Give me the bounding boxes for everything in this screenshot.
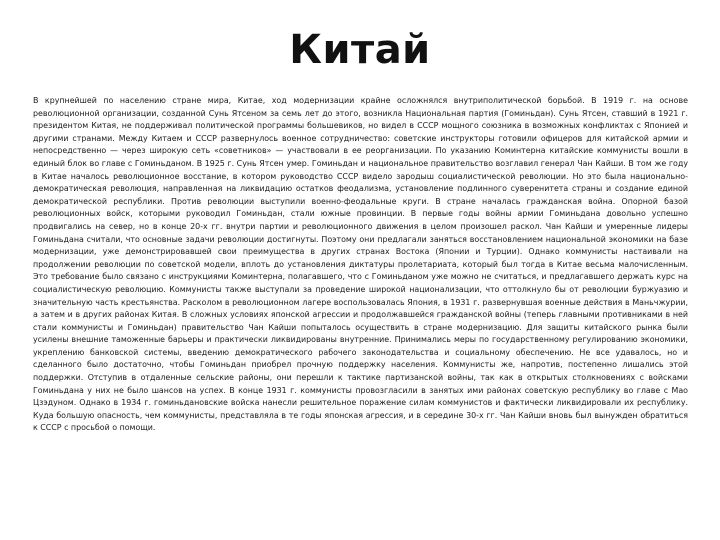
- slide-title: Китай: [289, 27, 431, 73]
- slide-body-text: В крупнейшей по населению стране мира, Китае, ход модернизации крайне осложнялся внутриполитической борьбой. В 1919 г. на основе революционной организации, созданной Сунь Ятсеном за семь лет до этого, возникла Национальная партия (Гоминьдан). Сунь Ятсен, ставший в 1921 г. президентом Китая, не поддерживал политической программы большевиков, но видел в СССР мощного союзника в возможных конфликтах с Японией и другими странами. Между Китаем и СССР развернулось военное сотрудничество: советские инструкторы готовили офицеров для китайской армии и непосредственно — через широкую сеть «советников» — участвовали в ее реорганизации. По указанию Коминтерна китайские коммунисты вошли в единый блок во главе с Гоминьданом. В 1925 г. Сунь Ятсен умер. Гоминьдан и национальное правительство возглавил генерал Чан Кайши. В том же году в Китае началось революционное восстание, в котором руководство СССР видело зародыш социалистической революции. Но это была национально-демократическая революция, направленная на ликвидацию остатков феодализма, установление подлинного суверенитета страны и создание единой демократической республики. Против революции выступили военно-феодальные круги. В стране началась гражданская война. Опорной базой революционных войск, которыми руководил Гоминьдан, стали южные провинции. В первые годы войны армии Гоминьдана довольно успешно продвигались на север, но в конце 20-х гг. внутри партии и революционного движения в целом произошел раскол. Чан Кайши и умеренные лидеры Гоминьдана считали, что основные задачи революции достигнуты. Поэтому они предлагали заняться восстановлением национальной экономики на базе модернизации, уже демонстрировавшей свои преимущества в других странах Востока (Японии и Турции). Однако коммунисты настаивали на продолжении революции по советской модели, вплоть до установления диктатуры пролетариата, который был тогда в Китае весьма малочисленным. Это требование было связано с инструкциями Коминтерна, полагавшего, что с Гоминьданом уже можно не считаться, и предлагавшего держать курс на социалистическую революцию. Коммунисты также выступали за проведение широкой национализации, что оттолкнуло бы от революции буржуазию и значительную часть крестьянства. Расколом в революционном лагере воспользовалась Япония, в 1931 г. развернувшая военные действия в Маньчжурии, а затем и в других районах Китая. В сложных условиях японской агрессии и продолжавшейся гражданской войны (теперь главными противниками в ней стали коммунисты и Гоминьдан) правительство Чан Кайши попыталось осуществить в стране модернизацию. Для защиты китайского рынка были усилены внешние таможенные барьеры и практически ликвидированы внутренние. Принимались меры по государственному регулированию экономики, укреплению банковской системы, введению демократического рабочего законодательства и социальному обеспечению. Не все удавалось, но и сделанного было достаточно, чтобы Гоминьдан приобрел прочную поддержку населения. Коммунисты же, напротив, постепенно лишались этой поддержки. Отступив в отдаленные сельские районы, они перешли к тактике партизанской войны, так как в открытых столкновениях с войсками Гоминьдана у них не было шансов на успех. В конце 1931 г. коммунисты провозгласили в занятых ими районах советскую республику во главе с Мао Цзэдуном. Однако в 1934 г. гоминьдановские войска нанесли решительное поражение силам коммунистов и фактически ликвидировали их республику. Куда большую опасность, чем коммунисты, представляла в те годы японская агрессия, и в середине 30-х гг. Чан Кайши вновь был вынужден обратиться к СССР с просьбой о помощи.: [33, 96, 688, 433]
